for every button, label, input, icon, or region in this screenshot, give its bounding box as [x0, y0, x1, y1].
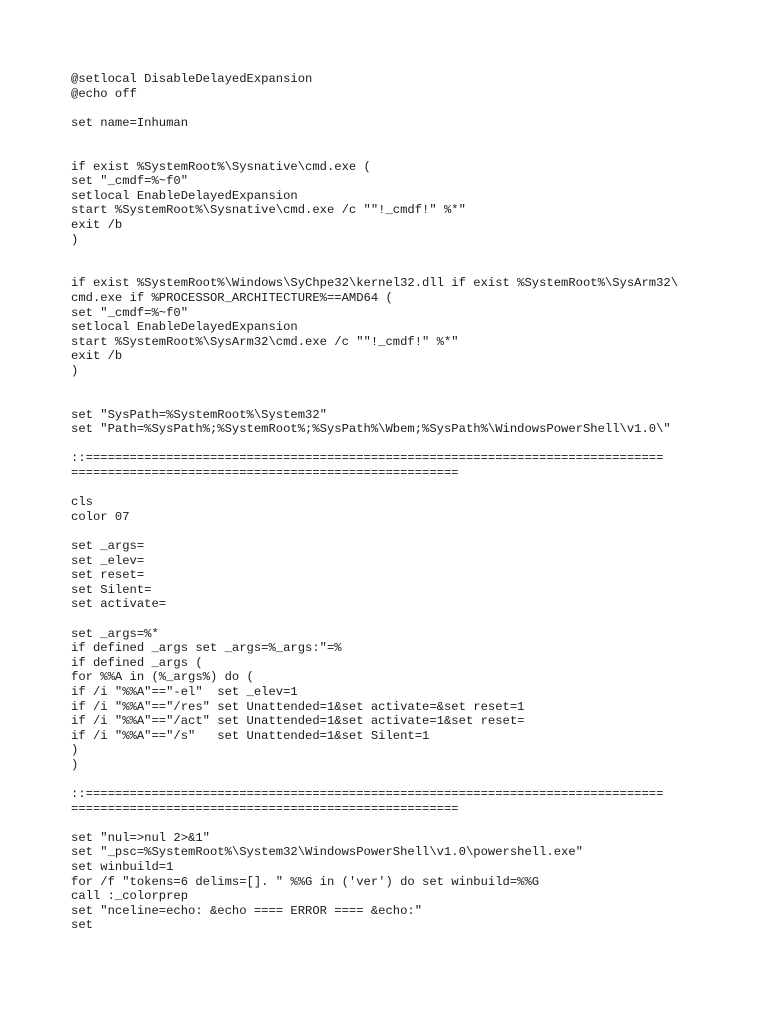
- code-line: @setlocal DisableDelayedExpansion: [71, 72, 313, 86]
- code-line: [71, 773, 711, 788]
- code-line: set "Path=%SysPath%;%SystemRoot%;%SysPath%\Wbem;%SysPath%\WindowsPowerShell\v1.0\": [71, 422, 671, 437]
- code-line: [71, 524, 711, 539]
- code-line: [71, 262, 711, 277]
- code-line: exit /b: [71, 217, 123, 232]
- code-line: start %SystemRoot%\Sysnative\cmd.exe /c ""!_cmdf!" %*": [71, 203, 466, 218]
- code-line: set winbuild=1: [71, 860, 174, 875]
- code-line: call :_colorprep: [71, 889, 189, 904]
- code-line: set name=Inhuman: [71, 115, 189, 130]
- code-line: ): [71, 363, 79, 378]
- code-line: cls: [71, 495, 93, 510]
- code-line: =====================================================: [71, 466, 459, 481]
- code-line: set _elev=: [71, 553, 145, 568]
- code-line: set: [71, 918, 93, 933]
- code-line: set _args=%*: [71, 626, 159, 641]
- code-line: if defined _args set _args=%_args:"=%: [71, 641, 342, 656]
- code-line: [71, 247, 711, 262]
- code-line: set "_psc=%SystemRoot%\System32\WindowsPowerShell\v1.0\powershell.exe": [71, 845, 583, 860]
- code-line: ): [71, 743, 79, 758]
- batch-script-text: [71, 72, 711, 933]
- code-line: if /i "%%A"=="-el" set _elev=1: [71, 684, 298, 699]
- code-line: setlocal EnableDelayedExpansion: [71, 320, 298, 335]
- code-line: [71, 437, 711, 452]
- code-line: cmd.exe if %PROCESSOR_ARCHITECTURE%==AMD64 (: [71, 290, 393, 305]
- code-line: [71, 612, 711, 627]
- code-line: [71, 393, 711, 408]
- code-line: for /f "tokens=6 delims=[]. " %%G in ('ver') do set winbuild=%%G: [71, 874, 540, 889]
- code-line: @echo off: [71, 86, 137, 101]
- code-line: setlocal EnableDelayedExpansion: [71, 188, 298, 203]
- code-line: if exist %SystemRoot%\Windows\SyChpe32\kernel32.dll if exist %SystemRoot%\SysArm32\: [71, 276, 679, 291]
- code-line: set reset=: [71, 568, 145, 583]
- code-line: ::===============================================================================: [71, 787, 664, 802]
- code-line: [71, 816, 711, 831]
- code-line: =====================================================: [71, 801, 459, 816]
- code-line: set "nceline=echo: &echo ==== ERROR ==== &echo:": [71, 903, 423, 918]
- code-line: [71, 130, 711, 145]
- code-line: set "_cmdf=%~f0": [71, 305, 189, 320]
- code-line: exit /b: [71, 349, 123, 364]
- code-line: set "SysPath=%SystemRoot%\System32": [71, 407, 327, 422]
- code-line: set Silent=: [71, 582, 152, 597]
- code-line: set "nul=>nul 2>&1": [71, 830, 210, 845]
- code-line: if exist %SystemRoot%\Sysnative\cmd.exe (: [71, 159, 371, 174]
- code-line: ::===============================================================================: [71, 451, 664, 466]
- code-line: if defined _args (: [71, 655, 203, 670]
- code-line: [71, 145, 711, 160]
- code-line: if /i "%%A"=="/act" set Unattended=1&set activate=1&set reset=: [71, 714, 525, 729]
- code-line: [71, 481, 711, 496]
- code-line: if /i "%%A"=="/res" set Unattended=1&set activate=&set reset=1: [71, 699, 525, 714]
- code-line: ): [71, 757, 79, 772]
- code-line: set _args=: [71, 539, 145, 553]
- code-line: color 07: [71, 509, 130, 524]
- code-line: for %%A in (%_args%) do (: [71, 670, 254, 685]
- code-line: start %SystemRoot%\SysArm32\cmd.exe /c ""!_cmdf!" %*": [71, 334, 459, 349]
- code-line: set "_cmdf=%~f0": [71, 174, 189, 189]
- code-line: if /i "%%A"=="/s" set Unattended=1&set Silent=1: [71, 728, 430, 743]
- code-line: [71, 378, 711, 393]
- code-line: ): [71, 232, 79, 247]
- code-line: set activate=: [71, 597, 167, 612]
- code-line: [71, 101, 711, 116]
